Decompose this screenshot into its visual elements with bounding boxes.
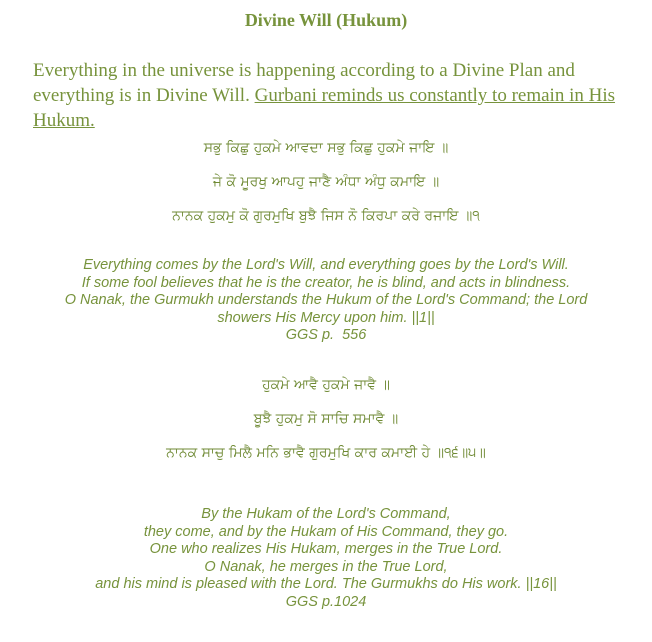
- translation-line: O Nanak, the Gurmukh understands the Hukum of the Lord's Command; the Lord: [64, 292, 588, 308]
- shabad-1-translation: [0, 257, 652, 345]
- gurmukhi-line: ਸਭੁ ਕਿਛੁ ਹੁਕਮੇ ਆਵਦਾ ਸਭੁ ਕਿਛੁ ਹੁਕਮੇ ਜਾਇ ॥: [203, 140, 449, 156]
- page-title: Divine Will (Hukum): [244, 10, 408, 30]
- shabad-2-gurmukhi: [0, 372, 652, 474]
- translation-line: O Nanak, he merges in the True Lord,: [204, 558, 448, 575]
- shabad-1-gurmukhi: [0, 135, 652, 237]
- translation-line: One who realizes His Hukam, merges in the True Lord.: [149, 541, 503, 557]
- translation-line: Everything comes by the Lord's Will, and everything goes by the Lord's Will.: [83, 257, 569, 273]
- page-reference: GGS p. 556: [285, 327, 367, 343]
- shabad-2-translation: [0, 506, 652, 611]
- translation-line: If some fool believes that he is the creator, he is blind, and acts in blindness.: [81, 274, 571, 291]
- gurmukhi-line: ਜੇ ਕੋ ਮੂਰਖੁ ਆਪਹੁ ਜਾਣੈ ਅੰਧਾ ਅੰਧੁ ਕਮਾਇ ॥: [212, 174, 440, 190]
- translation-line: showers His Mercy upon him. ||1||: [217, 309, 435, 326]
- translation-line: By the Hukam of the Lord's Command,: [201, 506, 451, 522]
- page-reference: GGS p.1024: [285, 593, 367, 610]
- gurmukhi-line: ਹੁਕਮੇ ਆਵੈ ਹੁਕਮੇ ਜਾਵੈ ॥: [262, 377, 390, 393]
- intro-paragraph: [33, 58, 623, 133]
- gurmukhi-line: ਨਾਨਕ ਹੁਕਮੁ ਕੋ ਗੁਰਮੁਖਿ ਬੁਝੈ ਜਿਸ ਨੋ ਕਿਰਪਾ ਕਰੇ ਰਜਾਇ ॥੧: [172, 208, 480, 224]
- gurmukhi-line: ਬੂਝੈ ਹੁਕਮੁ ਸੋ ਸਾਚਿ ਸਮਾਵੈ ॥: [253, 411, 399, 427]
- intro-text: Everything in the universe is happening according to a Divine Plan and everything is in Divine Will.: [33, 60, 575, 106]
- intro-underlined-text: Gurbani reminds us constantly to remain in His Hukum.: [33, 85, 616, 131]
- translation-line: they come, and by the Hukam of His Command, they go.: [143, 523, 509, 540]
- translation-line: and his mind is pleased with the Lord. The Gurmukhs do His work. ||16||: [95, 576, 557, 592]
- gurmukhi-line: ਨਾਨਕ ਸਾਚੁ ਮਿਲੈ ਮਨਿ ਭਾਵੈ ਗੁਰਮੁਖਿ ਕਾਰ ਕਮਾਈ ਹੇ ॥੧੬॥੫॥: [166, 445, 486, 461]
